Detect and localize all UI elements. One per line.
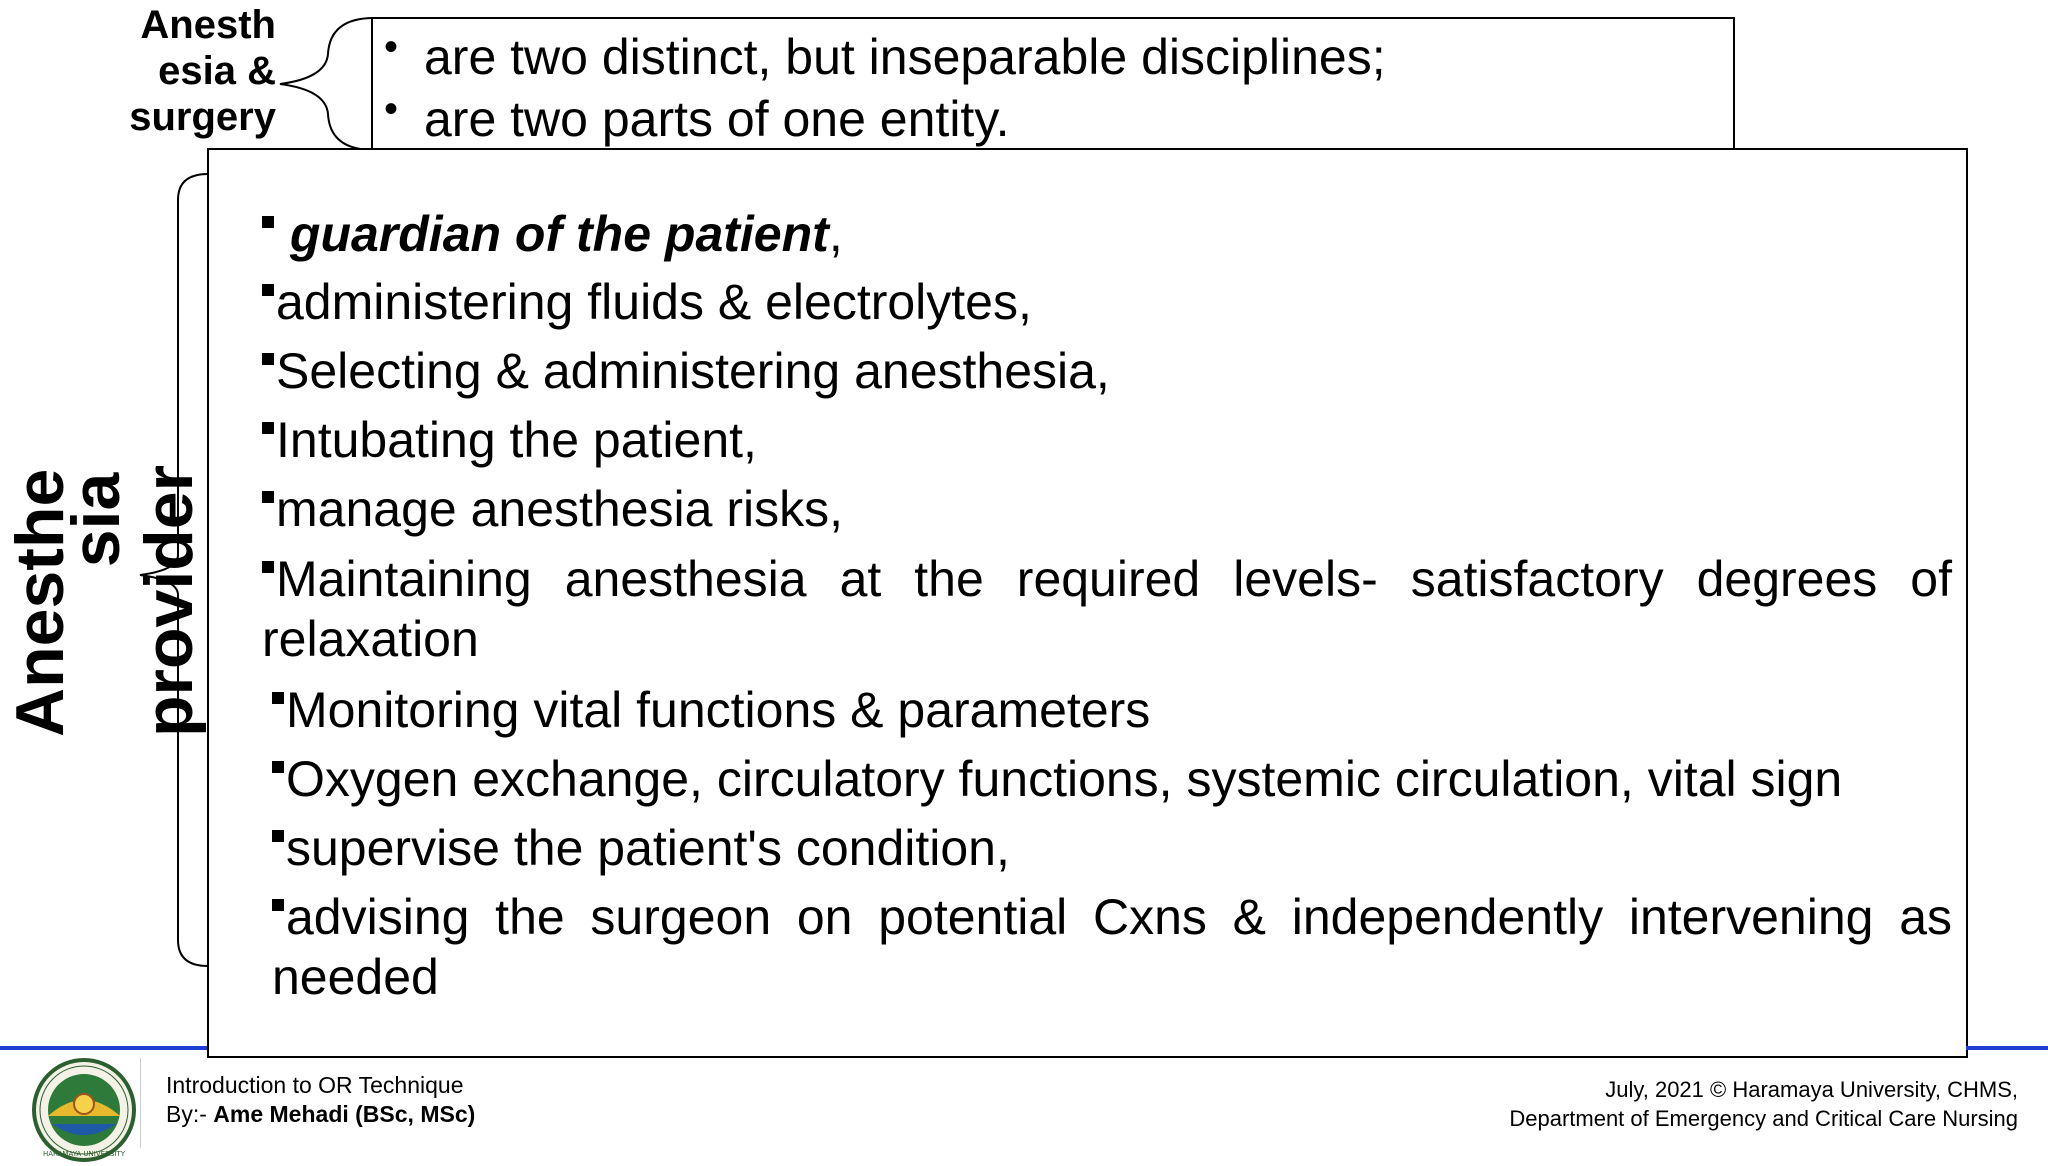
footer-accent-line [1966, 1046, 2048, 1050]
department-name: Department of Emergency and Critical Care Nursing [1509, 1106, 2018, 1131]
side-label-line2: sia [58, 472, 134, 568]
bullet-square [262, 284, 274, 296]
course-title: Introduction to OR Technique [166, 1072, 464, 1098]
author-prefix: By:- [166, 1101, 214, 1127]
footer-course-info [166, 1071, 475, 1129]
footer-accent-line [0, 1046, 207, 1050]
bullet-dot: • [384, 25, 399, 69]
duty-item-3 [262, 341, 1110, 401]
duty-text: Selecting & administering anesthesia, [276, 343, 1110, 399]
university-logo-icon [28, 1054, 140, 1166]
bullet-square [272, 899, 284, 911]
date-copyright: July, 2021 © Haramaya University, CHMS, [1605, 1077, 2018, 1102]
footer-institution-info [1509, 1075, 2018, 1133]
bullet-square [272, 761, 284, 773]
duty-item-1 [262, 204, 843, 264]
top-item-1 [384, 25, 1386, 86]
logo-separator [140, 1058, 141, 1148]
duty-text: , [828, 206, 843, 262]
duty-text: Oxygen exchange, circulatory functions, systemic circulation, vital sign [286, 751, 1843, 807]
bullet-square [262, 491, 274, 503]
author-name: Ame Mehadi (BSc, MSc) [213, 1101, 476, 1127]
top-item-2 [384, 87, 1010, 148]
bullet-square [272, 830, 284, 842]
bullet-square [272, 692, 284, 704]
logo-lettering: HARAMAYA UNIVERSITY [42, 1150, 126, 1158]
duty-emphasis: guardian of the patient [289, 206, 829, 262]
label-line-3: surgery [129, 95, 276, 139]
side-label-line1: Anesthe [2, 468, 78, 737]
duty-text: Monitoring vital functions & parameters [286, 682, 1151, 738]
bullet-square [262, 422, 274, 434]
duty-item-9 [272, 818, 1010, 878]
top-item-text: are two distinct, but inseparable disciplines; [424, 29, 1386, 85]
duty-text: administering fluids & electrolytes, [276, 274, 1032, 330]
duty-item-5 [262, 479, 843, 539]
label-line-1: Anesth [140, 3, 276, 47]
bullet-square [262, 216, 274, 228]
duty-text: Intubating the patient, [276, 412, 757, 468]
bullet-square [262, 561, 274, 573]
duty-item-4 [262, 410, 757, 470]
top-item-text: are two parts of one entity. [424, 91, 1010, 147]
duty-item-2 [262, 272, 1032, 332]
bullet-square [262, 353, 274, 365]
duty-item-7 [272, 680, 1150, 740]
side-label-line3: provider [131, 464, 207, 737]
label-line-2: esia & [158, 49, 276, 93]
duty-item-8 [272, 749, 1842, 809]
duty-item-10 [272, 887, 1952, 1007]
duty-item-6 [262, 549, 1952, 669]
bullet-dot: • [384, 87, 399, 131]
duty-text: advising the surgeon on potential Cxns & independently intervening as needed [272, 889, 1952, 1005]
duty-text: Maintaining anesthesia at the required levels- satisfactory degrees of relaxation [262, 551, 1952, 667]
duty-text: supervise the patient's condition, [286, 820, 1010, 876]
top-brace [270, 14, 380, 154]
author-line [166, 1100, 475, 1129]
anesthesia-surgery-label [96, 2, 276, 140]
duty-text: manage anesthesia risks, [276, 481, 843, 537]
